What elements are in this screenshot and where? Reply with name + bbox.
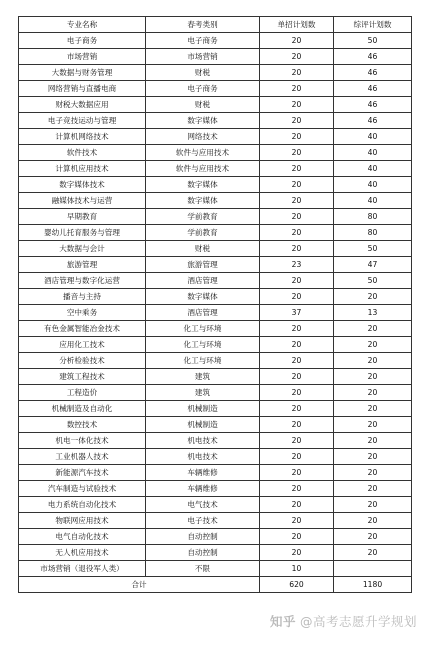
cell-spring-category: 车辆维修 (146, 465, 260, 481)
cell-comprehensive-plan: 50 (334, 33, 412, 49)
cell-comprehensive-plan: 20 (334, 321, 412, 337)
table-row (19, 65, 412, 81)
cell-major-name: 电子竞技运动与管理 (19, 113, 146, 129)
table-row (19, 113, 412, 129)
cell-spring-category: 数字媒体 (146, 177, 260, 193)
cell-single-plan: 20 (260, 513, 334, 529)
table-row (19, 401, 412, 417)
cell-single-plan: 20 (260, 209, 334, 225)
cell-comprehensive-plan: 13 (334, 305, 412, 321)
cell-comprehensive-plan: 40 (334, 161, 412, 177)
cell-comprehensive-plan: 46 (334, 49, 412, 65)
table-row (19, 433, 412, 449)
cell-major-name: 工业机器人技术 (19, 449, 146, 465)
cell-spring-category: 电气技术 (146, 497, 260, 513)
table-row (19, 81, 412, 97)
table-body (19, 33, 412, 577)
table-row (19, 481, 412, 497)
table-row (19, 497, 412, 513)
cell-comprehensive-plan: 20 (334, 465, 412, 481)
total-comprehensive-plan: 1180 (334, 577, 412, 593)
cell-major-name: 大数据与财务管理 (19, 65, 146, 81)
cell-spring-category: 自动控制 (146, 529, 260, 545)
cell-major-name: 分析检验技术 (19, 353, 146, 369)
cell-single-plan: 20 (260, 401, 334, 417)
table-row (19, 161, 412, 177)
cell-single-plan: 20 (260, 49, 334, 65)
cell-major-name: 应用化工技术 (19, 337, 146, 353)
cell-major-name: 市场营销 (19, 49, 146, 65)
zhihu-logo-text: 知乎 (270, 614, 297, 629)
cell-major-name: 电子商务 (19, 33, 146, 49)
table-row (19, 193, 412, 209)
table-row (19, 545, 412, 561)
table-row (19, 369, 412, 385)
cell-major-name: 大数据与会计 (19, 241, 146, 257)
cell-comprehensive-plan: 80 (334, 225, 412, 241)
cell-major-name: 软件技术 (19, 145, 146, 161)
cell-comprehensive-plan: 20 (334, 417, 412, 433)
cell-spring-category: 机电技术 (146, 449, 260, 465)
cell-major-name: 早期教育 (19, 209, 146, 225)
cell-comprehensive-plan: 20 (334, 353, 412, 369)
cell-spring-category: 化工与环境 (146, 353, 260, 369)
cell-spring-category: 财税 (146, 241, 260, 257)
cell-comprehensive-plan: 40 (334, 145, 412, 161)
cell-comprehensive-plan: 20 (334, 289, 412, 305)
table-row (19, 321, 412, 337)
cell-single-plan: 20 (260, 161, 334, 177)
cell-spring-category: 数字媒体 (146, 289, 260, 305)
cell-comprehensive-plan: 20 (334, 385, 412, 401)
table-row (19, 129, 412, 145)
total-row (19, 577, 412, 593)
cell-comprehensive-plan: 20 (334, 529, 412, 545)
cell-comprehensive-plan: 20 (334, 401, 412, 417)
cell-spring-category: 自动控制 (146, 545, 260, 561)
cell-major-name: 物联网应用技术 (19, 513, 146, 529)
cell-comprehensive-plan: 46 (334, 81, 412, 97)
cell-spring-category: 化工与环境 (146, 321, 260, 337)
cell-comprehensive-plan: 46 (334, 97, 412, 113)
cell-single-plan: 20 (260, 353, 334, 369)
cell-single-plan: 20 (260, 81, 334, 97)
cell-single-plan: 10 (260, 561, 334, 577)
table-row (19, 49, 412, 65)
watermark-author: @高考志愿升学规划 (300, 614, 418, 629)
cell-single-plan: 20 (260, 321, 334, 337)
table-row (19, 337, 412, 353)
cell-comprehensive-plan: 20 (334, 337, 412, 353)
cell-spring-category: 酒店管理 (146, 273, 260, 289)
cell-spring-category: 学前教育 (146, 225, 260, 241)
cell-major-name: 空中乘务 (19, 305, 146, 321)
cell-single-plan: 20 (260, 145, 334, 161)
cell-major-name: 计算机应用技术 (19, 161, 146, 177)
cell-spring-category: 电子商务 (146, 81, 260, 97)
cell-comprehensive-plan: 47 (334, 257, 412, 273)
cell-major-name: 建筑工程技术 (19, 369, 146, 385)
header-single-plan: 单招计划数 (260, 17, 334, 33)
header-row (19, 17, 412, 33)
cell-comprehensive-plan: 40 (334, 129, 412, 145)
cell-comprehensive-plan: 20 (334, 449, 412, 465)
table-row (19, 257, 412, 273)
cell-major-name: 新能源汽车技术 (19, 465, 146, 481)
cell-major-name: 网络营销与直播电商 (19, 81, 146, 97)
cell-comprehensive-plan: 40 (334, 177, 412, 193)
table-row (19, 513, 412, 529)
cell-spring-category: 车辆维修 (146, 481, 260, 497)
table-row (19, 353, 412, 369)
cell-major-name: 婴幼儿托育服务与管理 (19, 225, 146, 241)
cell-spring-category: 化工与环境 (146, 337, 260, 353)
plan-table-sheet (18, 16, 411, 593)
cell-spring-category: 软件与应用技术 (146, 145, 260, 161)
cell-spring-category: 电子技术 (146, 513, 260, 529)
table-row (19, 465, 412, 481)
cell-single-plan: 20 (260, 177, 334, 193)
cell-single-plan: 20 (260, 465, 334, 481)
cell-spring-category: 财税 (146, 65, 260, 81)
cell-single-plan: 20 (260, 545, 334, 561)
cell-single-plan: 20 (260, 369, 334, 385)
cell-single-plan: 20 (260, 113, 334, 129)
cell-single-plan: 20 (260, 497, 334, 513)
table-row (19, 177, 412, 193)
cell-comprehensive-plan: 20 (334, 433, 412, 449)
cell-single-plan: 37 (260, 305, 334, 321)
cell-single-plan: 20 (260, 193, 334, 209)
cell-major-name: 财税大数据应用 (19, 97, 146, 113)
header-major-name: 专业名称 (19, 17, 146, 33)
cell-spring-category: 机械制造 (146, 417, 260, 433)
header-spring-category: 春考类别 (146, 17, 260, 33)
table-row (19, 241, 412, 257)
cell-major-name: 电力系统自动化技术 (19, 497, 146, 513)
cell-single-plan: 20 (260, 417, 334, 433)
table-row (19, 209, 412, 225)
cell-major-name: 机械制造及自动化 (19, 401, 146, 417)
cell-comprehensive-plan: 46 (334, 65, 412, 81)
table-row (19, 273, 412, 289)
cell-major-name: 有色金属智能冶金技术 (19, 321, 146, 337)
header-comprehensive-plan: 综评计划数 (334, 17, 412, 33)
cell-major-name: 计算机网络技术 (19, 129, 146, 145)
cell-spring-category: 网络技术 (146, 129, 260, 145)
cell-comprehensive-plan: 80 (334, 209, 412, 225)
cell-major-name: 机电一体化技术 (19, 433, 146, 449)
cell-major-name: 无人机应用技术 (19, 545, 146, 561)
cell-single-plan: 20 (260, 433, 334, 449)
cell-single-plan: 20 (260, 337, 334, 353)
table-row (19, 225, 412, 241)
cell-major-name: 市场营销（退役军人类） (19, 561, 146, 577)
table-row (19, 449, 412, 465)
table-row (19, 289, 412, 305)
cell-single-plan: 23 (260, 257, 334, 273)
table-row (19, 417, 412, 433)
cell-single-plan: 20 (260, 385, 334, 401)
cell-major-name: 酒店管理与数字化运营 (19, 273, 146, 289)
cell-single-plan: 20 (260, 225, 334, 241)
table-header (19, 17, 412, 33)
cell-major-name: 工程造价 (19, 385, 146, 401)
cell-comprehensive-plan: 50 (334, 273, 412, 289)
table-row (19, 145, 412, 161)
cell-single-plan: 20 (260, 65, 334, 81)
table-row (19, 305, 412, 321)
cell-single-plan: 20 (260, 449, 334, 465)
zhihu-watermark (270, 612, 417, 630)
cell-spring-category: 数字媒体 (146, 113, 260, 129)
cell-spring-category: 建筑 (146, 385, 260, 401)
total-single-plan: 620 (260, 577, 334, 593)
cell-comprehensive-plan: 20 (334, 545, 412, 561)
cell-major-name: 电气自动化技术 (19, 529, 146, 545)
cell-single-plan: 20 (260, 529, 334, 545)
cell-single-plan: 20 (260, 481, 334, 497)
cell-comprehensive-plan: 20 (334, 369, 412, 385)
cell-single-plan: 20 (260, 129, 334, 145)
cell-spring-category: 建筑 (146, 369, 260, 385)
cell-major-name: 数控技术 (19, 417, 146, 433)
cell-single-plan: 20 (260, 241, 334, 257)
cell-spring-category: 不限 (146, 561, 260, 577)
cell-comprehensive-plan: 46 (334, 113, 412, 129)
table-row (19, 33, 412, 49)
cell-major-name: 播音与主持 (19, 289, 146, 305)
cell-comprehensive-plan: 20 (334, 481, 412, 497)
cell-spring-category: 酒店管理 (146, 305, 260, 321)
cell-major-name: 数字媒体技术 (19, 177, 146, 193)
cell-single-plan: 20 (260, 289, 334, 305)
cell-spring-category: 电子商务 (146, 33, 260, 49)
cell-spring-category: 市场营销 (146, 49, 260, 65)
cell-spring-category: 软件与应用技术 (146, 161, 260, 177)
total-label: 合计 (19, 577, 260, 593)
cell-comprehensive-plan: 40 (334, 193, 412, 209)
cell-single-plan: 20 (260, 273, 334, 289)
table-footer (19, 577, 412, 593)
cell-spring-category: 学前教育 (146, 209, 260, 225)
cell-spring-category: 数字媒体 (146, 193, 260, 209)
table-row (19, 561, 412, 577)
cell-major-name: 融媒体技术与运营 (19, 193, 146, 209)
table-row (19, 529, 412, 545)
cell-comprehensive-plan: 20 (334, 513, 412, 529)
cell-spring-category: 旅游管理 (146, 257, 260, 273)
cell-spring-category: 机电技术 (146, 433, 260, 449)
cell-single-plan: 20 (260, 33, 334, 49)
cell-major-name: 汽车制造与试验技术 (19, 481, 146, 497)
table-row (19, 385, 412, 401)
enrollment-plan-table (18, 16, 412, 593)
cell-major-name: 旅游管理 (19, 257, 146, 273)
cell-comprehensive-plan: 50 (334, 241, 412, 257)
cell-single-plan: 20 (260, 97, 334, 113)
cell-comprehensive-plan (334, 561, 412, 577)
cell-spring-category: 财税 (146, 97, 260, 113)
cell-comprehensive-plan: 20 (334, 497, 412, 513)
cell-spring-category: 机械制造 (146, 401, 260, 417)
table-row (19, 97, 412, 113)
